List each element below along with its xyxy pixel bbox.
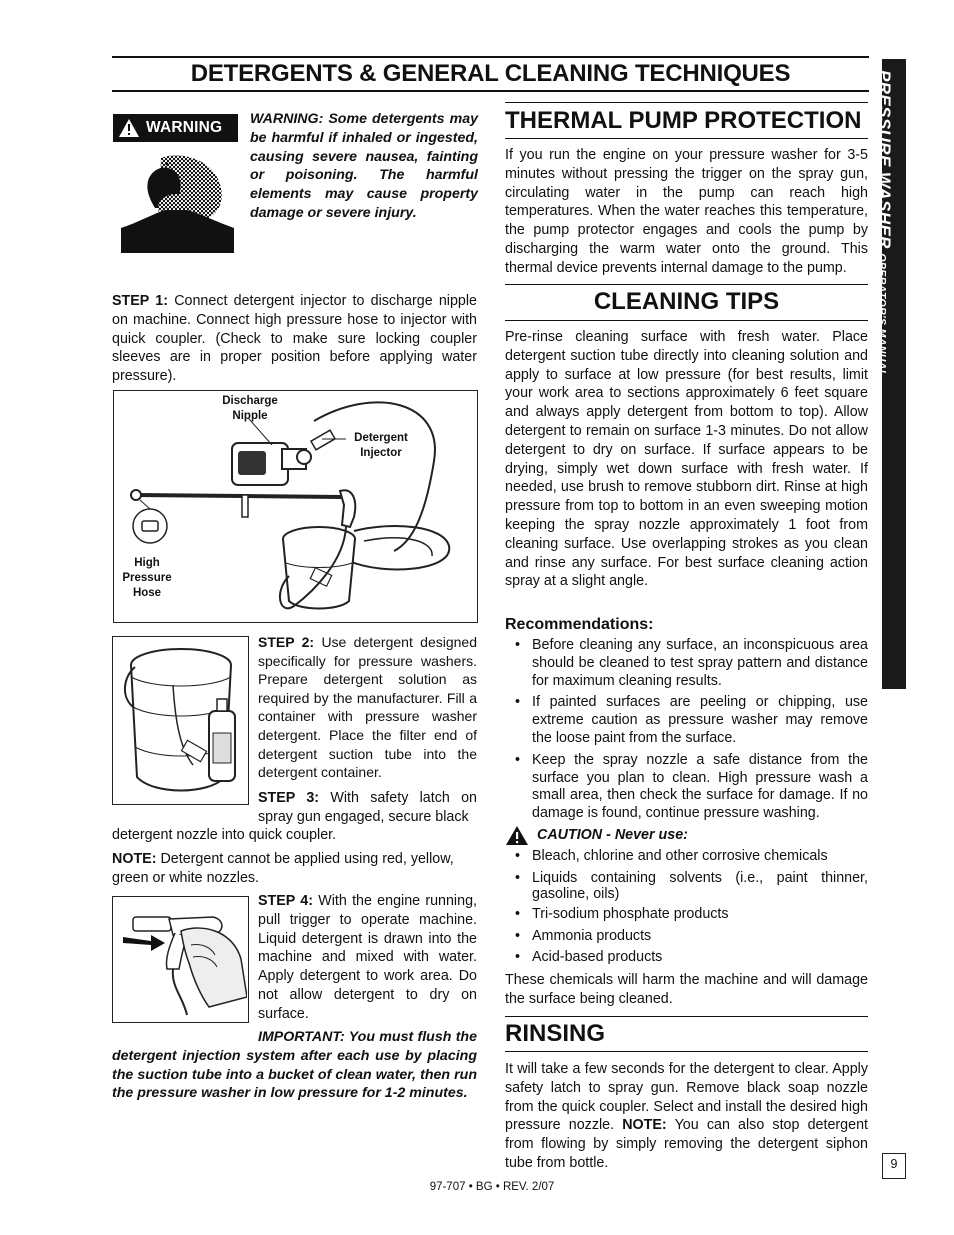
list-item: • Before cleaning any surface, an inconspicuous area should be cleaned to test spray pattern and distance for maximum cleaning results. <box>505 637 868 690</box>
label-high-pressure-hose: High Pressure Hose <box>122 557 172 599</box>
recommendations-list <box>505 637 868 827</box>
warning-triangle-icon <box>118 118 140 138</box>
rinsing-top-rule <box>505 1016 868 1017</box>
step3-text-b: detergent nozzle into quick coupler. <box>112 827 337 843</box>
list-item: • Ammonia products <box>505 928 868 946</box>
nozzle-note: NOTE: Detergent cannot be applied using red, yellow, green or white nozzles. <box>112 851 454 886</box>
step1-text: STEP 1: Connect detergent injector to discharge nipple on machine. Connect high pressure hose to injector with quick coupler. (Check to make sure locking coupler sleeves are in proper position before applying water pressure). <box>112 293 477 385</box>
inhalation-hazard-icon <box>121 150 234 253</box>
warning-text: WARNING: Some detergents may be harmful if inhaled or ingested, causing severe nausea, fainting or poisoning. The harmful elements may cause property damage or severe injury. <box>250 111 478 221</box>
never-use-list <box>505 848 868 971</box>
list-item: • If painted surfaces are peeling or chipping, use extreme caution as pressure washer may remove the loose paint from the surface. <box>505 694 868 747</box>
label-discharge-nipple: Discharge Nipple <box>222 395 278 422</box>
recommendations-heading: Recommendations: <box>505 616 654 633</box>
cleaning-text: Pre-rinse cleaning surface with fresh water. Place detergent suction tube directly into cleaning solution and apply to surface at low pressure (for best results, limit your work area to sections approximately 6 feet square and always apply detergent from bottom to top). Allow detergent to remain on surface 1-3 minutes. Do not allow detergent to dry on surface. If surface appears to be drying, simply wet down surface with fresh water. If needed, use brush to remove stubborn dirt. Rinse at high pressure from top to bottom in an even sweeping motion keeping the spray nozzle approximately 1 foot from cleaning surface. Use overlapping strokes as you clean and rinse any surface. For best surface cleaning action spray at a slight angle. <box>505 329 868 590</box>
footer-doc-number: 97-707 • BG • REV. 2/07 <box>429 1181 555 1193</box>
list-item: • Acid-based products <box>505 949 868 967</box>
chemicals-warning: These chemicals will harm the machine and will damage the surface being cleaned. <box>505 972 868 1007</box>
cleaning-top-rule <box>505 284 868 285</box>
caution-triangle-icon <box>505 825 529 846</box>
page-number: 9 <box>890 1157 898 1171</box>
thermal-top-rule <box>505 102 868 103</box>
rinsing-bottom-rule <box>505 1051 868 1052</box>
title-rule <box>112 90 869 92</box>
spray-gun-trigger-illustration <box>113 897 247 1021</box>
thermal-title: THERMAL PUMP PROTECTION <box>505 107 862 134</box>
step2-text: STEP 2: Use detergent designed specifically for pressure washers. Prepare detergent solution as required by the manufacturer. Fill a container with pressure washer detergent. Place the filter end of detergent suction tube into the detergent container. <box>258 634 477 781</box>
important-flush-note: IMPORTANT: You must flush the detergent injection system after each use by placing the suction tube into a bucket of clean water, then run the pressure washer in low pressure for 1-2 minutes. <box>112 1029 477 1102</box>
list-item: • Liquids containing solvents (i.e., paint thinner, gasoline, oils) <box>505 870 868 902</box>
list-item: • Keep the spray nozzle a safe distance from the surface you plan to clean. High pressure wash a small area, then check the surface for damage. If no damage is found, continue pressure washing. <box>505 752 868 823</box>
list-item: • Tri-sodium phosphate products <box>505 906 868 924</box>
label-detergent-injector: Detergent Injector <box>354 432 408 459</box>
cleaning-title: CLEANING TIPS <box>593 288 780 315</box>
thermal-bottom-rule <box>505 138 868 139</box>
detergent-bucket-illustration <box>113 637 247 803</box>
list-item: • Bleach, chlorine and other corrosive chemicals <box>505 848 868 866</box>
sidebar-title: PRESSURE WASHER OPERATOR'S MANUAL <box>875 70 894 377</box>
cleaning-bottom-rule <box>505 320 868 321</box>
rinsing-text: It will take a few seconds for the detergent to clear. Apply safety latch to spray gun. Remove black soap nozzle from the quick coupler. Select and install the desired high pressure nozzle. NOTE: You can also stop detergent from flowing by simply removing the detergent siphon tube from bottle. <box>505 1061 868 1171</box>
page-title: DETERGENTS & GENERAL CLEANING TECHNIQUES <box>190 60 791 87</box>
step4-text: STEP 4: With the engine running, pull trigger to operate machine. Liquid detergent is drawn into the machine and mixed with water. Apply detergent to work area. Do not allow detergent to dry on surface. <box>258 893 477 1022</box>
warning-badge-label: WARNING <box>146 119 223 136</box>
rinsing-title: RINSING <box>505 1020 606 1047</box>
caution-heading: CAUTION - Never use: <box>537 827 688 843</box>
top-rule <box>112 56 869 58</box>
step3-text-a: STEP 3: With safety latch on spray gun engaged, secure black <box>258 790 477 825</box>
thermal-text: If you run the engine on your pressure washer for 3-5 minutes without pressing the trigger on the spray gun, circulating water in the pump can reach high temperatures. When the water reaches this temperature, the pump protector engages and cools the pump by discharging the warm water onto the ground. This thermal device prevents internal damage to the pump. <box>505 147 868 276</box>
